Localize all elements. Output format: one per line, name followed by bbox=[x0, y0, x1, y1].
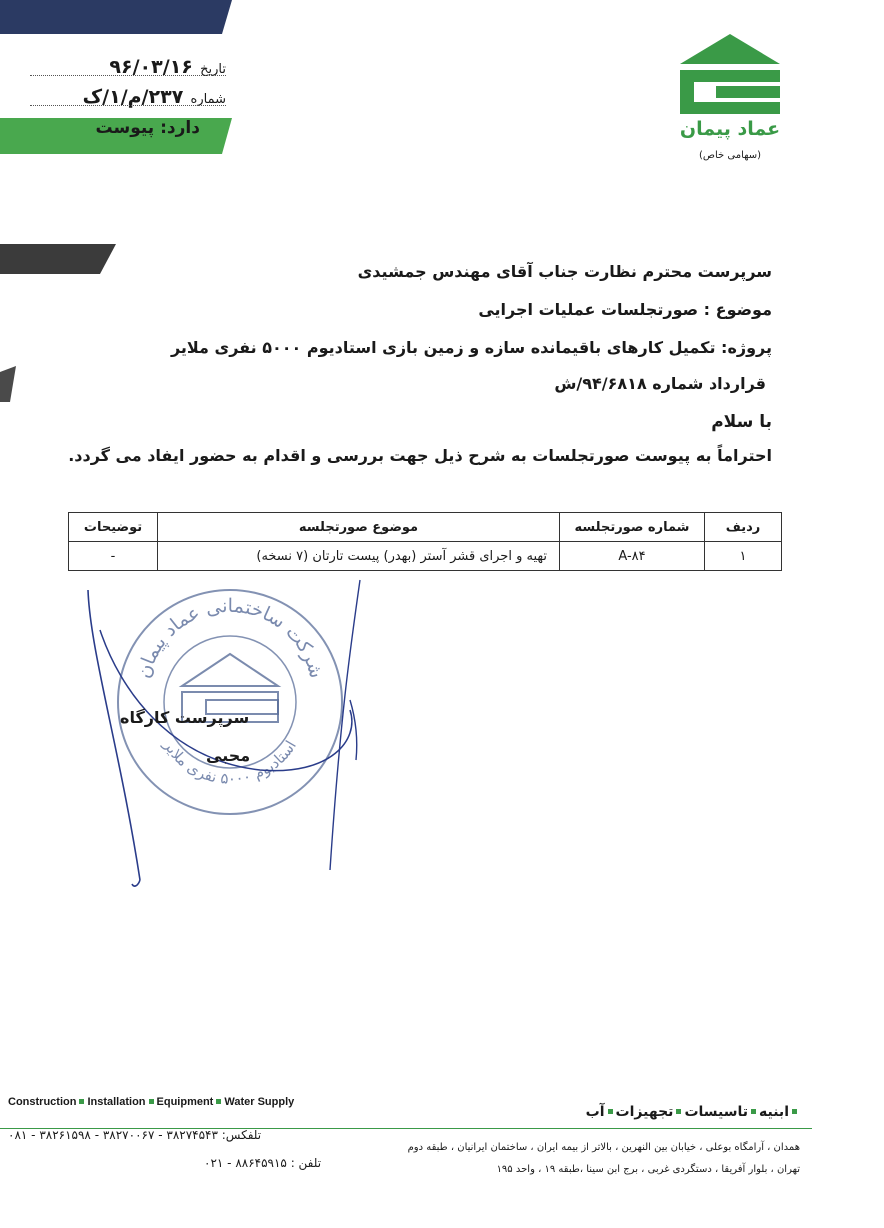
footer-services-en bbox=[8, 1096, 294, 1108]
subject-line: موضوع : صورتجلسات عملیات اجرایی bbox=[478, 300, 772, 319]
col-notes-header: توضیحات bbox=[69, 513, 158, 542]
footer-services-fa bbox=[586, 1104, 800, 1120]
company-logo-icon bbox=[672, 34, 788, 118]
footer-en-item: Equipment bbox=[156, 1096, 214, 1108]
col-row-header: ردیف bbox=[705, 513, 782, 542]
header-dark-band bbox=[0, 0, 232, 34]
logo-company-name: عماد پیمان bbox=[679, 118, 781, 140]
attachment-label: دارد: bbox=[160, 118, 200, 138]
footer-fa-item: ابنیه bbox=[759, 1104, 789, 1120]
footer-tehran-tel: تلفن : ۸۸۶۴۵۹۱۵ - ۰۲۱ bbox=[204, 1156, 322, 1170]
cell-notes: - bbox=[69, 542, 158, 571]
table-row bbox=[69, 542, 782, 571]
date-value: ۹۶/۰۳/۱۶ bbox=[109, 56, 193, 78]
col-subject-header: موضوع صورتجلسه bbox=[158, 513, 560, 542]
contract-line: قرارداد شماره ۹۴/۶۸۱۸/ش bbox=[554, 374, 766, 393]
number-value: ۲۳۷/م/۱/ک bbox=[82, 86, 184, 108]
cell-meeting-number: A-۸۴ bbox=[560, 542, 705, 571]
footer-tehran-address: تهران ، بلوار آفریقا ، دستگردی غربی ، برج ابن سینا ،طبقه ۱۹ ، واحد ۱۹۵ bbox=[496, 1164, 800, 1175]
recipient-line: سرپرست محترم نظارت جناب آقای مهندس جمشیدی bbox=[357, 262, 772, 281]
footer-fa-item: آب bbox=[585, 1104, 605, 1120]
footer-en-item: Construction bbox=[8, 1096, 77, 1108]
meetings-table bbox=[68, 512, 782, 571]
svg-text:شرکت ساختمانی عماد پیمان: شرکت ساختمانی عماد پیمان bbox=[132, 594, 328, 681]
footer-en-item: Water Supply bbox=[224, 1096, 295, 1108]
svg-text:استادیوم ۵۰۰۰ نفری ملایر: استادیوم ۵۰۰۰ نفری ملایر bbox=[160, 737, 300, 788]
footer-en-item: Installation bbox=[87, 1096, 146, 1108]
date-field bbox=[30, 56, 226, 78]
handwritten-signature-icon bbox=[80, 570, 380, 900]
col-number-header: شماره صورتجلسه bbox=[560, 513, 705, 542]
cell-meeting-subject: تهیه و اجرای قشر آستر (بهدر) پیست تارتان (۷ نسخه) bbox=[158, 542, 560, 571]
number-field bbox=[30, 86, 226, 108]
body-paragraph: احتراماً به پیوست صورتجلسات به شرح ذیل جهت بررسی و اقدام به حضور ایفاد می گردد. bbox=[68, 446, 772, 465]
cell-row-index: ۱ bbox=[705, 542, 782, 571]
attachment-value: پیوست bbox=[95, 118, 155, 138]
number-label: شماره bbox=[190, 92, 226, 107]
greeting-line: با سلام bbox=[711, 412, 772, 432]
footer-hamedan-fax: تلفکس: ۳۸۲۷۴۵۴۳ - ۳۸۲۷۰۰۶۷ - ۳۸۲۶۱۵۹۸ - ۰۸۱ bbox=[8, 1128, 262, 1142]
footer-fa-item: تجهیزات bbox=[615, 1104, 674, 1120]
date-label: تاریخ bbox=[200, 62, 226, 77]
table-header-row bbox=[69, 513, 782, 542]
logo-subtitle: (سهامی خاص) bbox=[698, 150, 762, 161]
signature-title: سرپرست کارگاه bbox=[120, 708, 250, 727]
left-edge-mark bbox=[0, 244, 116, 274]
footer-fa-item: تاسیسات bbox=[684, 1104, 749, 1120]
footer-hamedan-address: همدان ، آرامگاه بوعلی ، خیابان بین النهرین ، بالاتر از بیمه ایران ، ساختمان ایرانیان ، طبقه دوم bbox=[407, 1142, 800, 1153]
left-edge-mark-small bbox=[0, 366, 16, 402]
project-line: پروژه: تکمیل کارهای باقیمانده سازه و زمین بازی استادیوم ۵۰۰۰ نفری ملایر bbox=[170, 338, 772, 357]
attachment-field bbox=[30, 118, 200, 138]
signature-name: محبی bbox=[206, 746, 251, 765]
